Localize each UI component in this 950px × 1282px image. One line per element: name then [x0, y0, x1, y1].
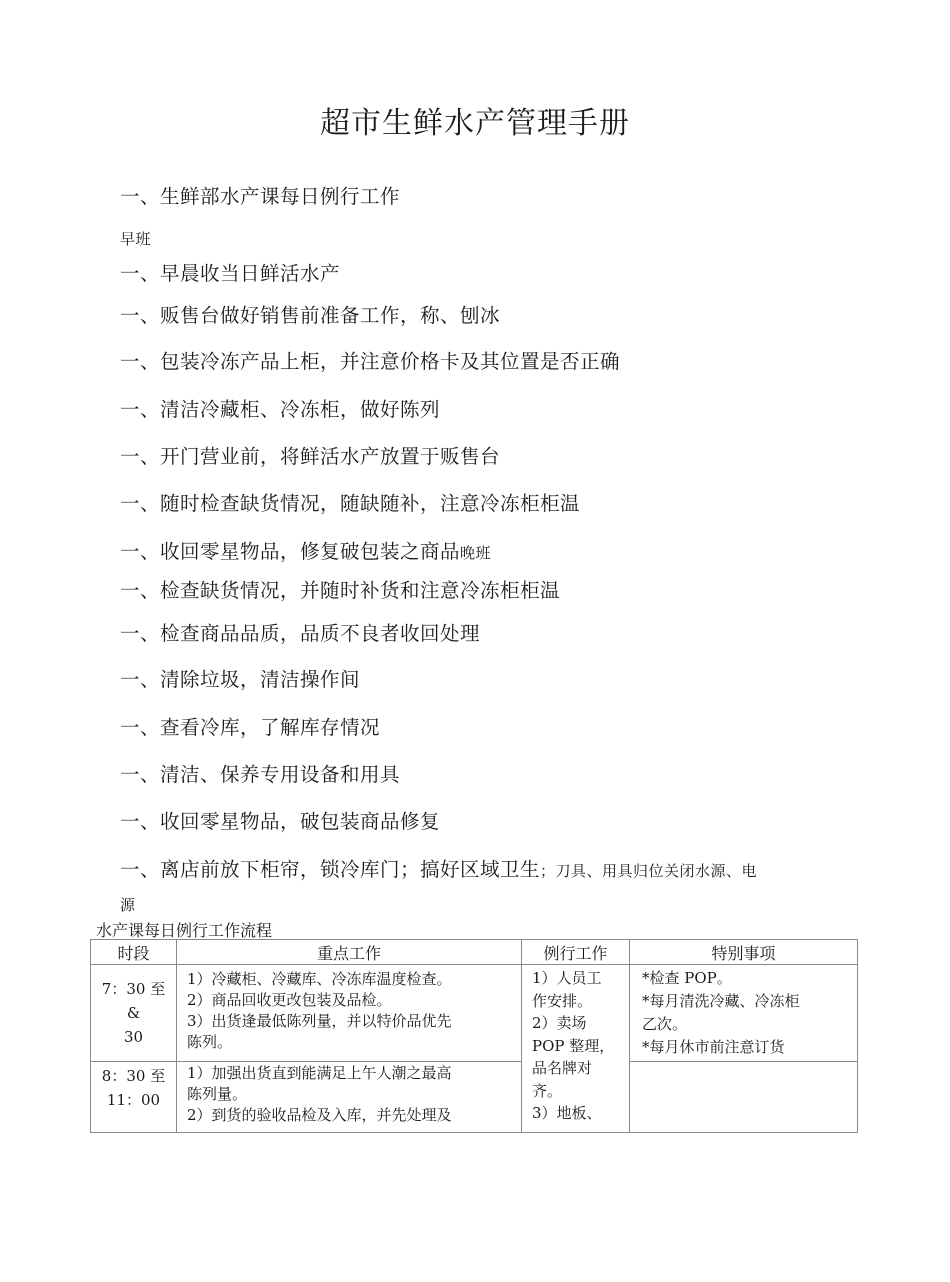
evening-item: 一、收回零星物品，破包装商品修复 — [120, 810, 441, 833]
key-work-cell — [177, 1062, 522, 1133]
table-caption: 水产课每日例行工作流程 — [96, 921, 273, 940]
evening-item: 一、清除垃圾，清洁操作间 — [120, 668, 361, 691]
time-cell — [91, 965, 177, 1062]
routine-item: 2）卖场 — [532, 1014, 587, 1032]
evening-shift-label: 晚班 — [460, 544, 492, 562]
workflow-table — [90, 939, 858, 1133]
time-text: & — [126, 1004, 141, 1022]
routine-item: 3）地板、 — [532, 1104, 602, 1122]
special-item: *检查 POP。 — [642, 969, 732, 987]
section-heading: 一、生鲜部水产课每日例行工作 — [120, 185, 401, 208]
morning-item: 一、收回零星物品，修复破包装之商品 — [120, 540, 461, 563]
special-item: 乙次。 — [642, 1015, 688, 1033]
evening-item: 一、检查缺货情况，并随时补货和注意冷冻柜柜温 — [120, 579, 561, 602]
evening-item: 一、清洁、保养专用设备和用具 — [120, 763, 401, 786]
table-header-row — [91, 940, 858, 965]
routine-item: 齐。 — [532, 1081, 563, 1100]
key-work-item: 陈列量。 — [187, 1085, 248, 1103]
special-cell-empty — [630, 1062, 858, 1133]
header-special: 特别事项 — [630, 940, 858, 965]
time-text: 11：00 — [106, 1091, 161, 1109]
key-work-cell — [177, 965, 522, 1062]
morning-shift-label: 早班 — [120, 230, 152, 248]
time-text: 30 — [123, 1028, 144, 1046]
document-title: 超市生鲜水产管理手册 — [320, 106, 630, 141]
time-text: 7：30 至 — [101, 980, 166, 998]
header-time: 时段 — [91, 940, 177, 965]
special-item: *每月清洗冷藏、冷冻柜 — [642, 992, 800, 1010]
morning-item: 一、包装冷冻产品上柜，并注意价格卡及其位置是否正确 — [120, 350, 621, 373]
routine-item: POP 整理， — [532, 1036, 615, 1055]
special-cell — [630, 965, 858, 1062]
special-item: *每月休市前注意订货 — [642, 1038, 785, 1056]
routine-item: 1）人员工 — [532, 969, 602, 987]
key-work-item: 1）冷藏柜、冷藏库、冷冻库温度检查。 — [187, 970, 452, 988]
header-key-work: 重点工作 — [177, 940, 522, 965]
morning-item: 一、早晨收当日鲜活水产 — [120, 262, 341, 285]
time-cell — [91, 1062, 177, 1133]
evening-item-last — [120, 854, 757, 882]
table-row — [91, 965, 858, 1062]
routine-item: 作安排。 — [532, 991, 593, 1010]
routine-item: 品名牌对 — [532, 1059, 593, 1077]
last-item-tail: ；刀具、用具归位关闭水源、电 — [540, 862, 758, 880]
evening-item: 一、查看冷库，了解库存情况 — [120, 716, 381, 739]
header-routine-work: 例行工作 — [522, 940, 630, 965]
morning-item: 一、开门营业前，将鲜活水产放置于贩售台 — [120, 445, 501, 468]
key-work-item: 3）出货逢最低陈列量，并以特价品优先 — [187, 1012, 452, 1030]
key-work-item: 陈列。 — [187, 1033, 233, 1051]
key-work-item: 1）加强出货直到能满足上午人潮之最高 — [187, 1064, 452, 1082]
table-row — [91, 1062, 858, 1133]
key-work-item: 2）商品回收更改包装及品检。 — [187, 991, 392, 1009]
mixed-item-line — [120, 536, 491, 564]
key-work-item: 2）到货的验收品检及入库，并先处理及 — [187, 1106, 452, 1124]
routine-work-cell — [522, 965, 630, 1133]
morning-item: 一、随时检查缺货情况，随缺随补，注意冷冻柜柜温 — [120, 492, 581, 515]
morning-item: 一、清洁冷藏柜、冷冻柜，做好陈列 — [120, 398, 441, 421]
evening-item: 一、检查商品品质，品质不良者收回处理 — [120, 622, 481, 645]
time-text: 8：30 至 — [101, 1067, 166, 1085]
last-item-main: 一、离店前放下柜帘，锁冷库门；搞好区域卫生 — [120, 858, 541, 881]
morning-item: 一、贩售台做好销售前准备工作，称、刨冰 — [120, 304, 501, 327]
last-item-wrap: 源 — [120, 896, 136, 914]
